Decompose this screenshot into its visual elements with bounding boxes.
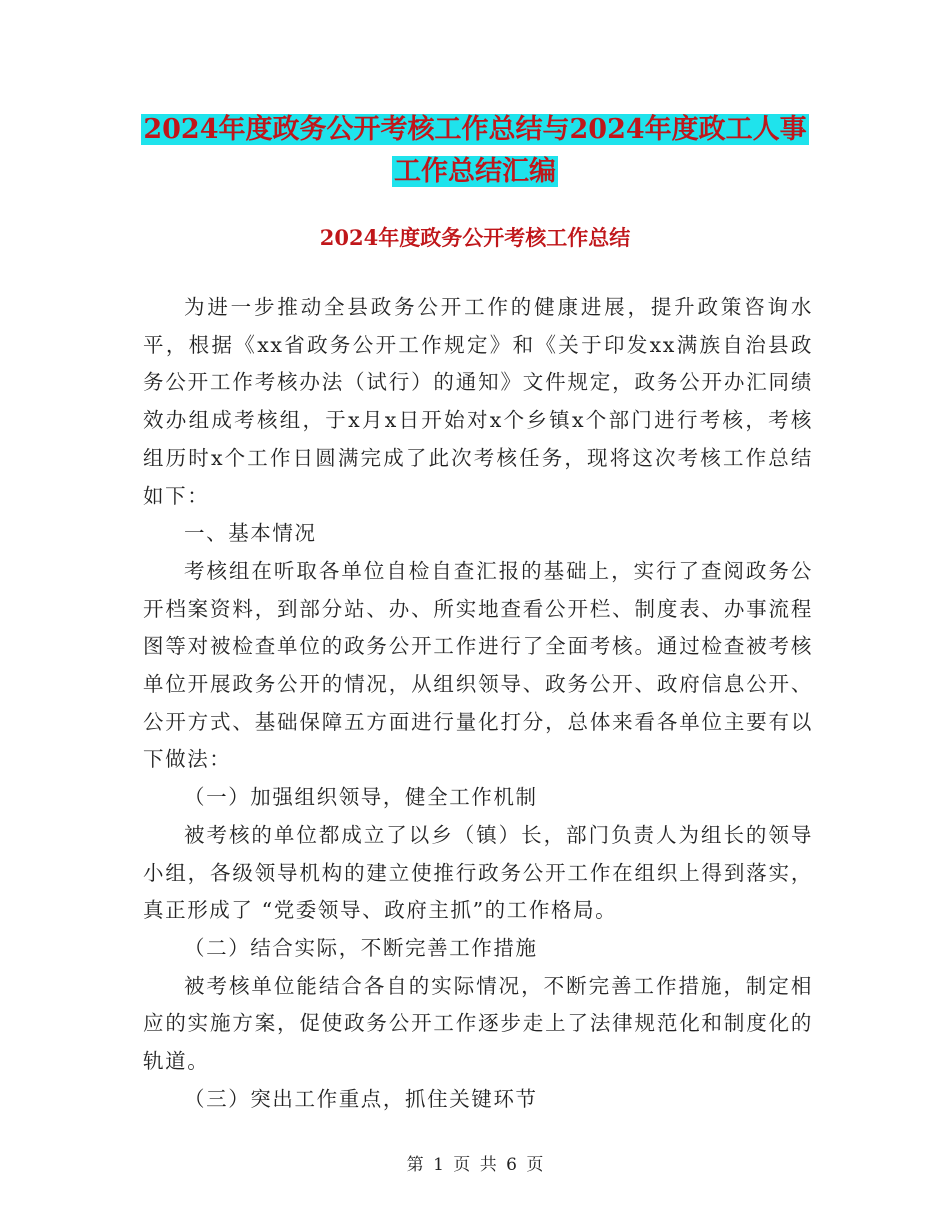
heading-basic-situation: 一、基本情况	[184, 521, 317, 546]
document-title-line-2: 工作总结汇编	[394, 156, 556, 187]
document-title-line-1: 2024年度政务公开考核工作总结与2024年度政工人事	[143, 114, 807, 145]
subheading-2: （二）结合实际，不断完善工作措施	[184, 935, 538, 960]
page-footer: 第 1 页 共 6 页	[406, 1155, 544, 1175]
subheading-1: （一）加强组织领导，健全工作机制	[184, 785, 538, 810]
subheading-3: （三）突出工作重点，抓住关键环节	[184, 1086, 538, 1111]
section-title: 2024年度政务公开考核工作总结	[319, 225, 631, 250]
paragraph-overview: 考核组在听取各单位自检自查汇报的基础上，实行了查阅政务公开档案资料，到部分站、办、所实地查看公开栏、制度表、办事流程图等对被检查单位的政务公开工作进行了全面考核。通过检查被考核单位开展政务公开的情况，从组织领导、政务公开、政府信息公开、公开方式、基础保障五方面进行量化打分，总体来看各单位主要有以下做法：	[143, 558, 813, 772]
paragraph-1: 被考核的单位都成立了以乡（镇）长，部门负责人为组长的领导小组，各级领导机构的建立使推行政务公开工作在组织上得到落实，真正形成了 “党委领导、政府主抓”的工作格局。	[143, 822, 813, 923]
intro-paragraph: 为进一步推动全县政务公开工作的健康进展，提升政策咨询水平，根据《xx省政务公开工作规定》和《关于印发xx满族自治县政务公开工作考核办法（试行）的通知》文件规定，政务公开办汇同绩效办组成考核组，于x月x日开始对x个乡镇x个部门进行考核，考核组历时x个工作日圆满完成了此次考核任务，现将这次考核工作总结如下：	[143, 295, 813, 508]
paragraph-2: 被考核单位能结合各自的实际情况，不断完善工作措施，制定相应的实施方案，促使政务公开工作逐步走上了法律规范化和制度化的轨道。	[143, 973, 813, 1074]
document-body	[143, 289, 813, 1118]
